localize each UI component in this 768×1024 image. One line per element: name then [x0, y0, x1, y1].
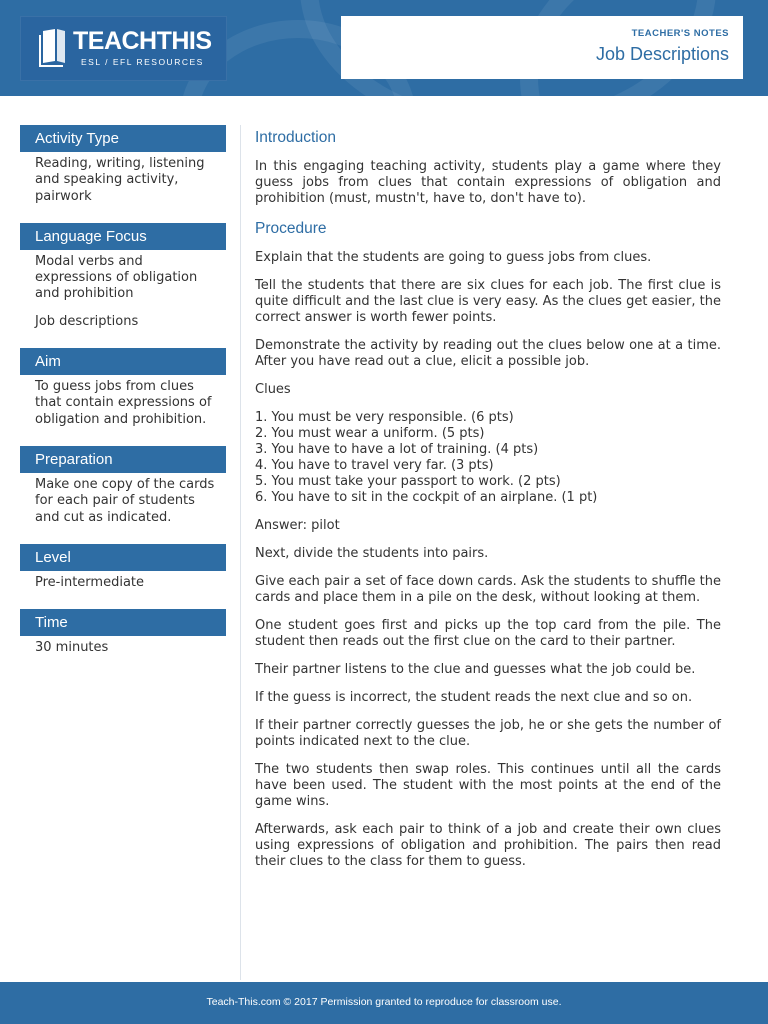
main-content	[255, 128, 721, 882]
page-title: Job Descriptions	[595, 44, 729, 64]
level-section	[20, 544, 226, 591]
clue-item: 1. You must be very responsible. (6 pts)	[255, 410, 514, 425]
book-icon	[37, 27, 69, 67]
clue-item: 5. You must take your passport to work. (2 pts)	[255, 474, 561, 489]
procedure-paragraph: If their partner correctly guesses the job, he or she gets the number of points indicated next to the clue.	[255, 718, 721, 749]
aim-text: To guess jobs from clues that contain expressions of obligation and prohibition.	[35, 379, 212, 427]
procedure-paragraph: If the guess is incorrect, the student reads the next clue and so on.	[255, 690, 693, 705]
teachers-notes-label: TEACHER'S NOTES	[631, 28, 729, 39]
procedure-paragraph: Their partner listens to the clue and guesses what the job could be.	[255, 662, 696, 677]
clue-item: 6. You have to sit in the cockpit of an airplane. (1 pt)	[255, 490, 598, 505]
level-text: Pre-intermediate	[35, 574, 145, 590]
introduction-text: In this engaging teaching activity, students play a game where they guess jobs from clues that contain expressions of obligation and prohibition (must, mustn't, have to, don't have to).	[255, 159, 721, 206]
preparation-heading: Preparation	[20, 446, 226, 473]
language-focus-section	[20, 223, 226, 330]
activity-type-text: Reading, writing, listening and speaking activity, pairwork	[35, 156, 205, 204]
teachthis-logo[interactable]	[20, 16, 227, 81]
sidebar	[20, 125, 226, 674]
time-heading: Time	[20, 609, 226, 636]
column-divider	[240, 125, 241, 980]
clue-item: 4. You have to travel very far. (3 pts)	[255, 458, 494, 473]
title-box	[341, 16, 743, 79]
activity-type-heading: Activity Type	[20, 125, 226, 152]
procedure-heading: Procedure	[255, 220, 327, 237]
answer-text: Answer: pilot	[255, 518, 340, 533]
clue-item: 2. You must wear a uniform. (5 pts)	[255, 426, 485, 441]
page-header	[0, 0, 768, 96]
level-heading: Level	[20, 544, 226, 571]
procedure-paragraph: Tell the students that there are six clues for each job. The first clue is quite difficult and the last clue is very easy. As the clues get easier, the correct answer is worth fewer points.	[255, 278, 721, 325]
copyright-text: Teach-This.com © 2017 Permission granted to reproduce for classroom use.	[206, 996, 562, 1008]
time-section	[20, 609, 226, 656]
procedure-paragraph: Afterwards, ask each pair to think of a job and create their own clues using expressions of obligation and prohibition. The pairs then read their clues to the class for them to guess.	[255, 822, 721, 869]
activity-type-section	[20, 125, 226, 205]
procedure-paragraph: Demonstrate the activity by reading out the clues below one at a time. After you have read out a clue, elicit a possible job.	[255, 338, 721, 369]
procedure-paragraph: Next, divide the students into pairs.	[255, 546, 489, 561]
language-focus-text: Modal verbs and expressions of obligation and prohibition	[35, 253, 198, 302]
language-focus-heading: Language Focus	[20, 223, 226, 250]
aim-heading: Aim	[20, 348, 226, 375]
procedure-paragraph: Give each pair a set of face down cards. Ask the students to shuffle the cards and place them in a pile on the desk, without looking at them.	[255, 574, 721, 605]
procedure-paragraph: One student goes first and picks up the top card from the pile. The student then reads out the first clue on the card to their partner.	[255, 618, 721, 649]
introduction-heading: Introduction	[255, 129, 336, 146]
preparation-text: Make one copy of the cards for each pair of students and cut as indicated.	[35, 476, 215, 525]
logo-name: TEACHTHIS	[73, 27, 212, 55]
procedure-paragraph: The two students then swap roles. This continues until all the cards have been used. The student with the most points at the end of the game wins.	[255, 762, 721, 809]
aim-section	[20, 348, 226, 428]
clue-item: 3. You have to have a lot of training. (4 pts)	[255, 442, 539, 457]
procedure-paragraph: Explain that the students are going to guess jobs from clues.	[255, 250, 652, 265]
page-footer	[0, 982, 768, 1024]
logo-subtitle: ESL / EFL RESOURCES	[81, 57, 204, 67]
clues-label: Clues	[255, 382, 291, 397]
preparation-section	[20, 446, 226, 526]
time-text: 30 minutes	[35, 640, 109, 656]
language-focus-text-2: Job descriptions	[35, 313, 139, 329]
clue-list	[255, 410, 721, 506]
